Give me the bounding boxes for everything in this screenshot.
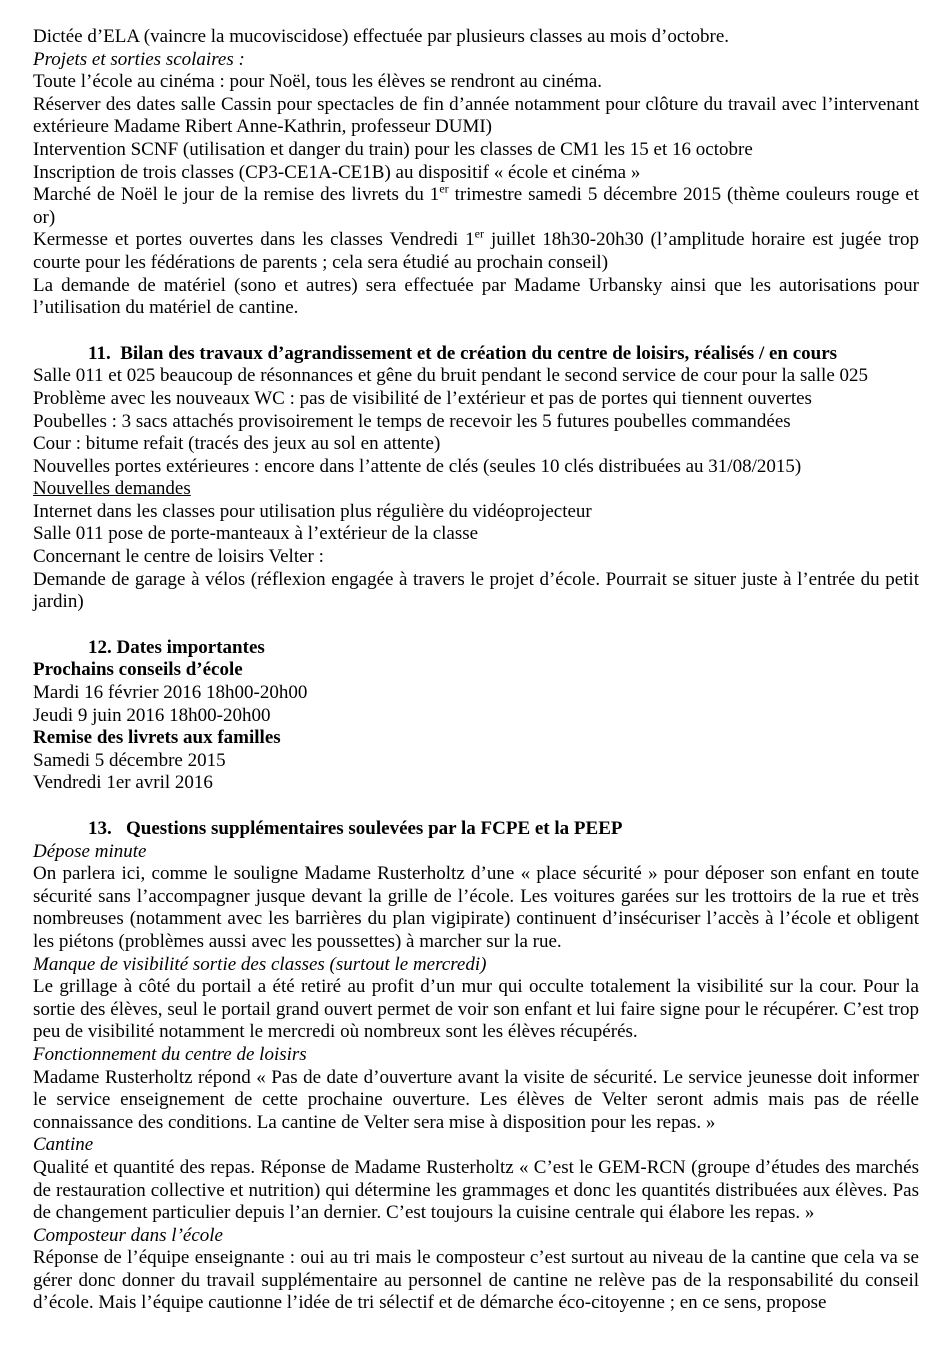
paragraph: Demande de garage à vélos (réflexion engagée à travers le projet d’école. Pourrait se situer juste à l’entrée du petit jardin) [33,568,919,613]
paragraph: Internet dans les classes pour utilisation plus régulière du vidéoprojecteur [33,500,592,522]
paragraph: On parlera ici, comme le souligne Madame Rusterholtz d’une « place sécurité » pour déposer son enfant en toute sécurité sans l’accompagner jusque devant la grille de l’école. Les voitures garées sur les trottoirs de la rue et très nombreuses (notamment avec les barrières du plan vigipirate) continuent d’insécuriser l’accès à l’école et obligent les piétons (problèmes aussi avec les poussettes) à marcher sur la rue. [33,863,919,952]
paragraph: Réserver des dates salle Cassin pour spectacles de fin d’année notamment pour clôture du travail avec l’intervenant extérieure Madame Ribert Anne-Kathrin, professeur DUMI) [33,93,919,138]
paragraph: Réponse de l’équipe enseignante : oui au tri mais le composteur c’est surtout au niveau de la cantine que cela va se gérer donc donner du travail supplémentaire au personnel de cantine ne relève pas de la responsabilité du conseil d’école. Mais l’équipe cautionne l’idée de tri sélectif et de démarche éco-citoyenne ; en ce sens, propose [33,1247,919,1314]
underlined-heading: Nouvelles demandes [33,478,191,500]
text-segment: juillet 18h30-20h30 (l’amplitude horaire est jugée trop courte pour les fédérations de parents ; cela sera étudié au prochain conseil) [33,229,919,273]
paragraph: Salle 011 pose de porte-manteaux à l’extérieur de la classe [33,523,479,545]
date-line: Vendredi 1er avril 2016 [33,772,213,794]
text-segment: Marché de Noël le jour de la remise des livrets du 1 [33,184,440,206]
paragraph: Dictée d’ELA (vaincre la mucoviscidose) effectuée par plusieurs classes au mois d’octobre. [33,26,730,47]
ordinal-superscript: er [439,181,449,196]
text-segment: Kermesse et portes ouvertes dans les classes Vendredi 1 [33,229,475,251]
date-line: Jeudi 9 juin 2016 18h00-20h00 [33,704,271,726]
paragraph: Le grillage à côté du portail a été retiré au profit d’un mur qui occulte totalement la visibilité sur la cour. Pour la sortie des élèves, seul le portail grand ouvert permet de voir son enfant et lui faire signe pour le récupérer. C’est trop peu de visibilité notamment le mercredi où nombreux sont les élèves récupérés. [33,976,919,1043]
subsection-title: Projets et sorties scolaires : [33,48,245,70]
paragraph: Cour : bitume refait (tracés des jeux au sol en attente) [33,433,441,455]
paragraph: Concernant le centre de loisirs Velter : [33,546,324,568]
paragraph: Intervention SCNF (utilisation et danger du train) pour les classes de CM1 les 15 et 16 octobre [33,138,753,160]
paragraph: Nouvelles portes extérieures : encore dans l’attente de clés (seules 10 clés distribuées au 31/08/2015) [33,455,802,477]
section-heading-12: 12. Dates importantes [88,636,265,658]
bold-subheading: Prochains conseils d’école [33,659,243,681]
section-heading-11: 11. Bilan des travaux d’agrandissement et de création du centre de loisirs, réalisés / en cours [88,342,838,364]
subsection-title: Manque de visibilité sortie des classes (surtout le mercredi) [33,953,487,975]
date-line: Samedi 5 décembre 2015 [33,749,226,771]
paragraph [33,229,919,274]
paragraph: Salle 011 et 025 beaucoup de résonnances et gêne du bruit pendant le second service de cour pour la salle 025 [33,365,869,387]
subsection-title: Composteur dans l’école [33,1224,223,1246]
bold-subheading: Remise des livrets aux familles [33,727,281,749]
ordinal-superscript: er [474,227,484,242]
subsection-title: Dépose minute [33,840,147,862]
text-segment: trimestre samedi 5 décembre 2015 (thème couleurs rouge et or) [33,184,920,228]
section-heading-13: 13. Questions supplémentaires soulevées par la FCPE et la PEEP [88,818,623,839]
paragraph [33,181,920,229]
paragraph: Problème avec les nouveaux WC : pas de visibilité de l’extérieur et pas de portes qui tiennent ouvertes [33,387,812,409]
subsection-title: Fonctionnement du centre de loisirs [33,1043,307,1065]
paragraph: Madame Rusterholtz répond « Pas de date d’ouverture avant la visite de sécurité. Le service jeunesse doit informer le service enseignement de cette prochaine ouverture. Les élèves de Velter seront admis mais pas de réelle connaissance des conditions. La cantine de Velter sera mise à disposition pour les repas. » [33,1066,919,1133]
paragraph: Qualité et quantité des repas. Réponse de Madame Rusterholtz « C’est le GEM-RCN (groupe d’études des marchés de restauration collective et nutrition) qui détermine les grammages et donc les quantités distribuées aux élèves. Pas de changement particulier depuis l’an dernier. C’est toujours la cuisine centrale qui élabore les repas. » [33,1156,919,1224]
subsection-title: Cantine [33,1134,94,1156]
paragraph: Toute l’école au cinéma : pour Noël, tous les élèves se rendront au cinéma. [33,71,602,93]
date-line: Mardi 16 février 2016 18h00-20h00 [33,682,308,704]
paragraph: Inscription de trois classes (CP3-CE1A-CE1B) au dispositif « école et cinéma » [33,161,641,183]
paragraph: Poubelles : 3 sacs attachés provisoirement le temps de recevoir les 5 futures poubelles commandées [33,410,791,432]
paragraph: La demande de matériel (sono et autres) sera effectuée par Madame Urbansky ainsi que les autorisations pour l’utilisation du matériel de cantine. [33,274,919,319]
